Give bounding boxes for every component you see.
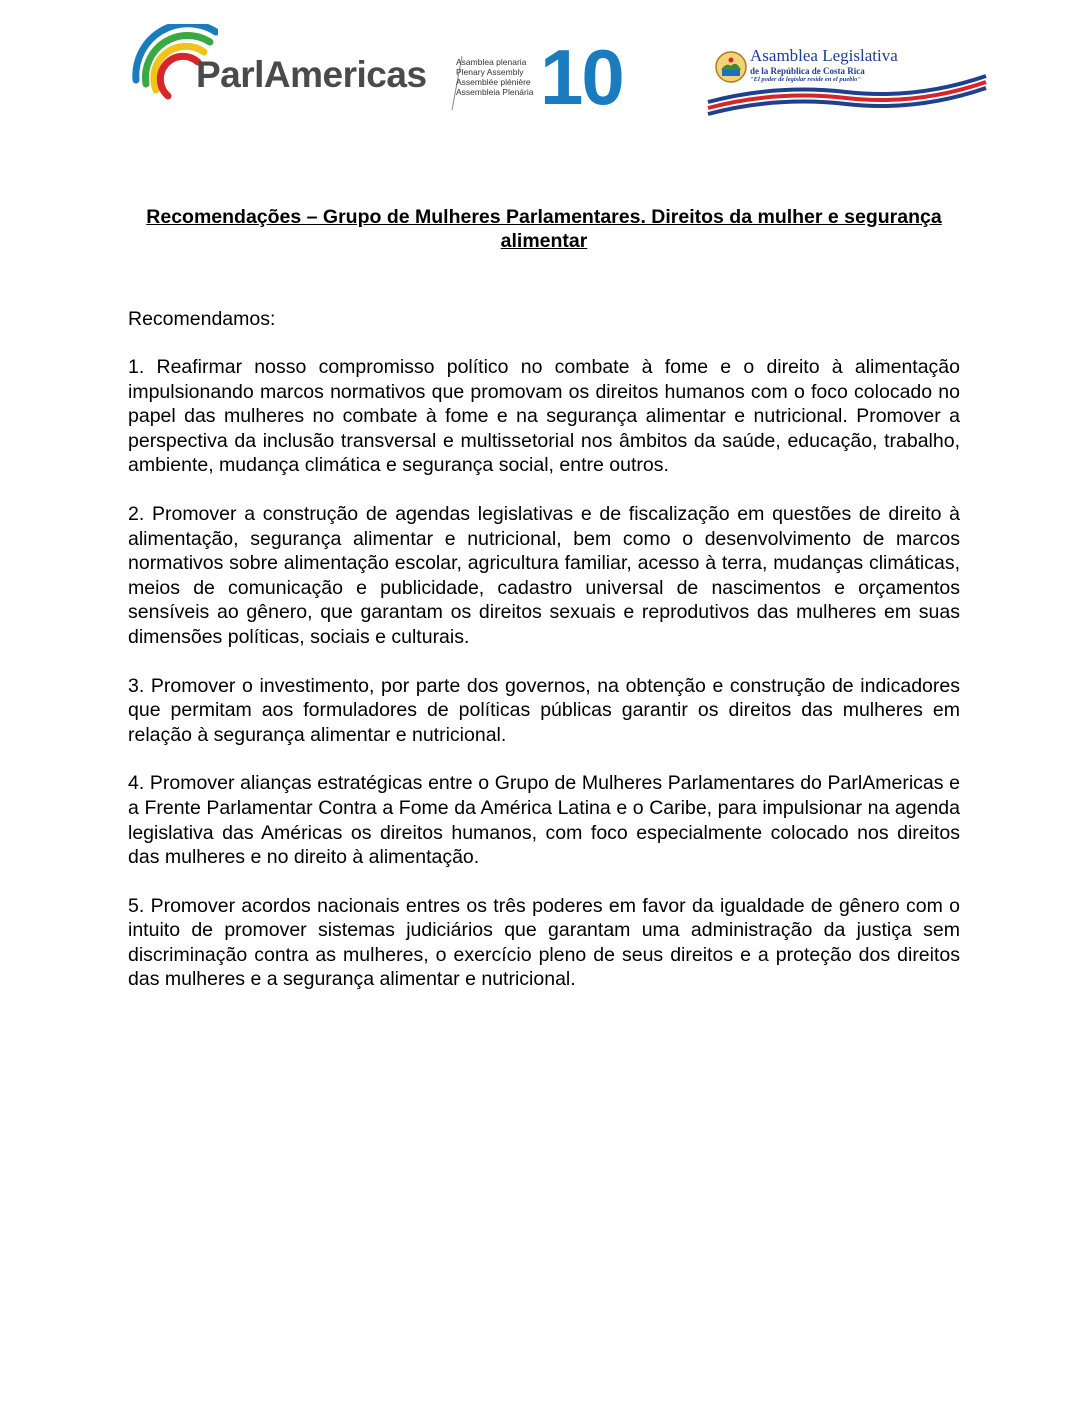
intro-text: Recomendamos: [128, 308, 276, 330]
recommendation-4: 4. Promover alianças estratégicas entre o Grupo de Mulheres Parlamentares do ParlAmericas e a Frente Parlamentar Contra a Fome da América Latina e o Caribe, para impulsionar na agenda legislativa das Américas os direitos humanos, com foco especialmente colocado nos direitos das mulheres e no direito à alimentação. [128, 772, 960, 869]
recommendation-1: 1. Reafirmar nosso compromisso político no combate à fome e o direito à alimentação impulsionando marcos normativos que promovam os direitos humanos com o foco colocado no papel das mulheres no combate à fome e na segurança alimentar e nutricional. Promover a perspectiva da inclusão transversal e multissetorial nos âmbitos da saúde, educação, trabalho, ambiente, mudança climática e segurança social, entre outros. [128, 356, 960, 477]
flag-waves-icon [706, 68, 988, 116]
recommendation-2: 2. Promover a construção de agendas legislativas e de fiscalização em questões de direito à alimentação, segurança alimentar e nutricional, bem como o desenvolvimento de marcos normativos sobre alimentação escolar, agricultura familiar, acesso à terra, mudanças climáticas, meios de comunicação e publicidade, cadastro universal de nascimentos e orçamentos sensíveis ao gênero, que garantam os direitos sexuais e reprodutivos das mulheres em suas dimensões políticas, sociais e culturais. [128, 502, 960, 648]
language-fr: Assemblée plénière [456, 77, 531, 87]
page-header [0, 0, 1088, 140]
assembly-number: 10 [540, 33, 623, 121]
recommendation-5: 5. Promover acordos nacionais entres os três poderes em favor da igualdade de gênero com o intuito de promover sistemas judiciários que garantam uma administração da justiça sem discriminação contra as mulheres, o exercício pleno de seus direitos e a proteção dos direitos das mulheres e a segurança alimentar e nutricional. [128, 894, 960, 991]
recommendation-3: 3. Promover o investimento, por parte dos governos, na obtenção e construção de indicadores que permitam aos formuladores de políticas públicas garantir os direitos das mulheres em relação à segurança alimentar e nutricional. [128, 674, 960, 746]
parlamericas-wordmark: ParlAmericas [196, 54, 427, 95]
document-title: Recomendações – Grupo de Mulheres Parlamentares. Direitos da mulher e segurança alimentar [146, 206, 942, 252]
assembly-motto: "El poder de legislar reside en el pueblo" [750, 76, 862, 83]
parlamericas-logo [128, 24, 648, 120]
asamblea-legislativa-logo [706, 44, 988, 116]
language-es: Asamblea plenaria [456, 57, 527, 67]
language-pt: Assembleia Plenária [456, 87, 534, 97]
language-en: Plenary Assembly [456, 67, 524, 77]
document-body [128, 205, 960, 992]
assembly-title: Asamblea Legislativa [750, 46, 898, 65]
assembly-subtitle: de la República de Costa Rica [750, 66, 865, 76]
